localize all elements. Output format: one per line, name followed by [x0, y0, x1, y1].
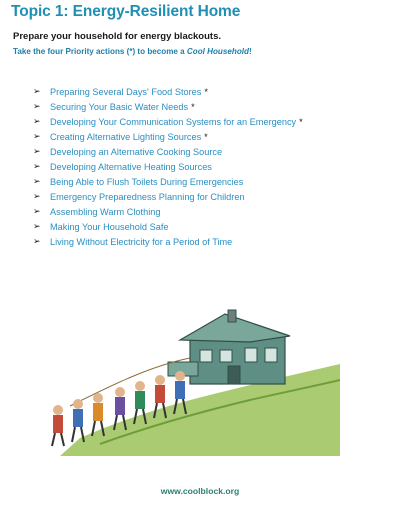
arrow-bullet-icon: ➢ — [33, 237, 41, 248]
house-icon — [168, 310, 290, 384]
tagline-prefix: Take the four Priority actions (*) to become a — [13, 47, 187, 56]
action-label[interactable]: Developing Your Communication Systems for an Emergency — [50, 116, 297, 127]
action-item[interactable] — [33, 159, 303, 174]
tagline-suffix: ! — [248, 47, 252, 56]
action-label[interactable]: Preparing Several Days' Food Stores — [50, 86, 202, 97]
action-item[interactable] — [33, 175, 303, 190]
tagline-emphasis: Cool Household — [186, 47, 249, 56]
action-label[interactable]: Creating Alternative Lighting Sources — [50, 131, 202, 142]
arrow-bullet-icon: ➢ — [33, 146, 41, 157]
action-label[interactable]: Developing Alternative Heating Sources — [50, 162, 212, 173]
action-item[interactable] — [33, 190, 303, 205]
arrow-bullet-icon: ➢ — [33, 86, 41, 97]
action-label[interactable]: Assembling Warm Clothing — [50, 207, 161, 218]
action-label[interactable]: Being Able to Flush Toilets During Emergencies — [50, 177, 244, 188]
arrow-bullet-icon: ➢ — [33, 116, 41, 127]
action-item[interactable] — [33, 235, 303, 250]
arrow-bullet-icon: ➢ — [33, 222, 41, 233]
action-label[interactable]: Living Without Electricity for a Period of Time — [50, 237, 233, 248]
priority-marker: * — [204, 131, 208, 142]
action-item[interactable] — [33, 144, 303, 159]
action-item[interactable] — [33, 220, 303, 235]
action-label[interactable]: Securing Your Basic Water Needs — [50, 101, 189, 112]
arrow-bullet-icon: ➢ — [33, 101, 41, 112]
arrow-bullet-icon: ➢ — [33, 162, 41, 173]
action-label[interactable]: Making Your Household Safe — [50, 222, 169, 233]
priority-marker: * — [191, 101, 195, 112]
action-item[interactable] — [33, 205, 303, 220]
action-item[interactable] — [33, 129, 303, 144]
action-label[interactable]: Emergency Preparedness Planning for Children — [50, 192, 245, 203]
page-title: Topic 1: Energy-Resilient Home — [11, 3, 241, 20]
action-list — [33, 84, 303, 250]
arrow-bullet-icon: ➢ — [33, 207, 41, 218]
priority-tagline — [13, 47, 252, 56]
priority-marker: * — [204, 86, 208, 97]
action-item[interactable] — [33, 84, 303, 99]
page-subtitle: Prepare your household for energy blackouts. — [13, 31, 221, 42]
priority-marker: * — [299, 116, 303, 127]
website-link[interactable]: www.coolblock.org — [160, 486, 240, 496]
arrow-bullet-icon: ➢ — [33, 192, 41, 203]
action-label[interactable]: Developing an Alternative Cooking Source — [50, 146, 223, 157]
action-item[interactable] — [33, 99, 303, 114]
arrow-bullet-icon: ➢ — [33, 131, 41, 142]
neighbors-moving-house-illustration — [40, 306, 340, 456]
action-item[interactable] — [33, 114, 303, 129]
arrow-bullet-icon: ➢ — [33, 177, 41, 188]
